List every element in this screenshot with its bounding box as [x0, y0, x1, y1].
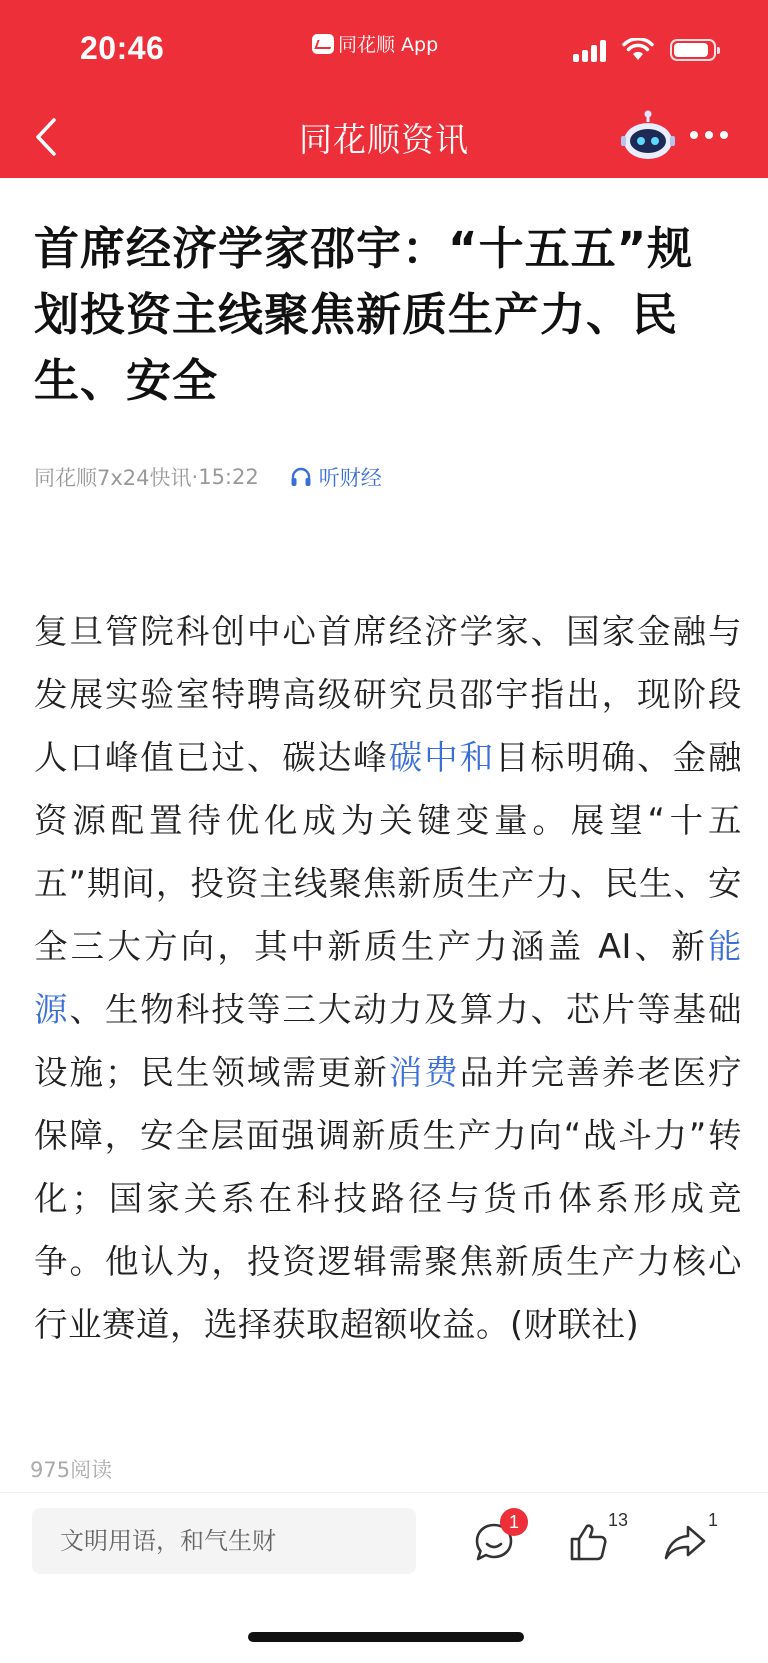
status-icons	[573, 38, 716, 62]
like-button[interactable]	[560, 1510, 629, 1572]
share-count: 1	[708, 1510, 719, 1530]
dot	[720, 131, 728, 139]
app-logo-icon	[312, 34, 334, 54]
body-text: 目标明确、金融资源配置待优化成为关键变量。展望“十五五”期间，投资主线聚焦新质生产力、民生、安全三大方向，其中新质生产力涵盖 AI、新	[34, 738, 743, 966]
headphone-icon	[289, 465, 313, 489]
thumbs-up-icon	[566, 1520, 610, 1564]
app-header	[0, 0, 768, 178]
concept-link-carbon-neutral[interactable]: 碳中和	[388, 738, 496, 777]
share-icon	[662, 1520, 708, 1564]
listen-audio-button[interactable]	[289, 462, 382, 492]
body-text: 、生物科技等三大动力及算力、芯片等基础设施；民生领域需更新	[34, 990, 743, 1092]
comment-input[interactable]	[32, 1508, 416, 1574]
read-count: 975阅读	[30, 1458, 113, 1482]
bottom-divider	[0, 1492, 768, 1493]
concept-link-consumption[interactable]: 消费	[388, 1053, 460, 1092]
page-title: 同花顺资讯	[299, 120, 469, 159]
status-app-indicator[interactable]	[312, 30, 438, 57]
article-title: 首席经济学家邵宇：“十五五”规划投资主线聚焦新质生产力、民生、安全	[34, 222, 694, 407]
body-text: 品并完善养老医疗保障，安全层面强调新质生产力向“战斗力”转化；国家关系在科技路径与货币体系形成竞争。他认为，投资逻辑需聚焦新质生产力核心行业赛道，选择获取超额收益。(财联社)	[34, 1053, 743, 1344]
dot	[690, 131, 698, 139]
status-time: 20:46	[80, 30, 165, 66]
comment-button[interactable]	[466, 1512, 526, 1572]
article-meta	[34, 462, 382, 492]
concept-link-energy[interactable]: 能源	[34, 927, 742, 1029]
battery-icon	[670, 39, 716, 61]
article-body	[34, 600, 742, 1356]
status-app-name: 同花顺 App	[338, 34, 439, 56]
meta-separator: ·	[191, 465, 199, 489]
more-options-button[interactable]	[690, 120, 738, 150]
share-button[interactable]	[656, 1510, 719, 1572]
wifi-icon	[622, 38, 654, 62]
article-source: 同花顺7x24快讯	[34, 466, 192, 490]
comment-count-badge: 1	[500, 1508, 528, 1536]
listen-label: 听财经	[318, 466, 382, 490]
nav-bar	[0, 96, 768, 178]
status-bar	[0, 0, 768, 96]
like-count: 13	[608, 1510, 629, 1530]
robot-assistant-button[interactable]	[620, 110, 676, 162]
article-time: 15:22	[198, 465, 259, 489]
dot	[705, 131, 713, 139]
cellular-signal-icon	[573, 38, 606, 62]
body-text: 复旦管院科创中心首席经济学家、国家金融与发展实验室特聘高级研究员邵宇指出，现阶段人口峰值已过、碳达峰	[34, 612, 742, 777]
home-indicator	[248, 1632, 524, 1642]
